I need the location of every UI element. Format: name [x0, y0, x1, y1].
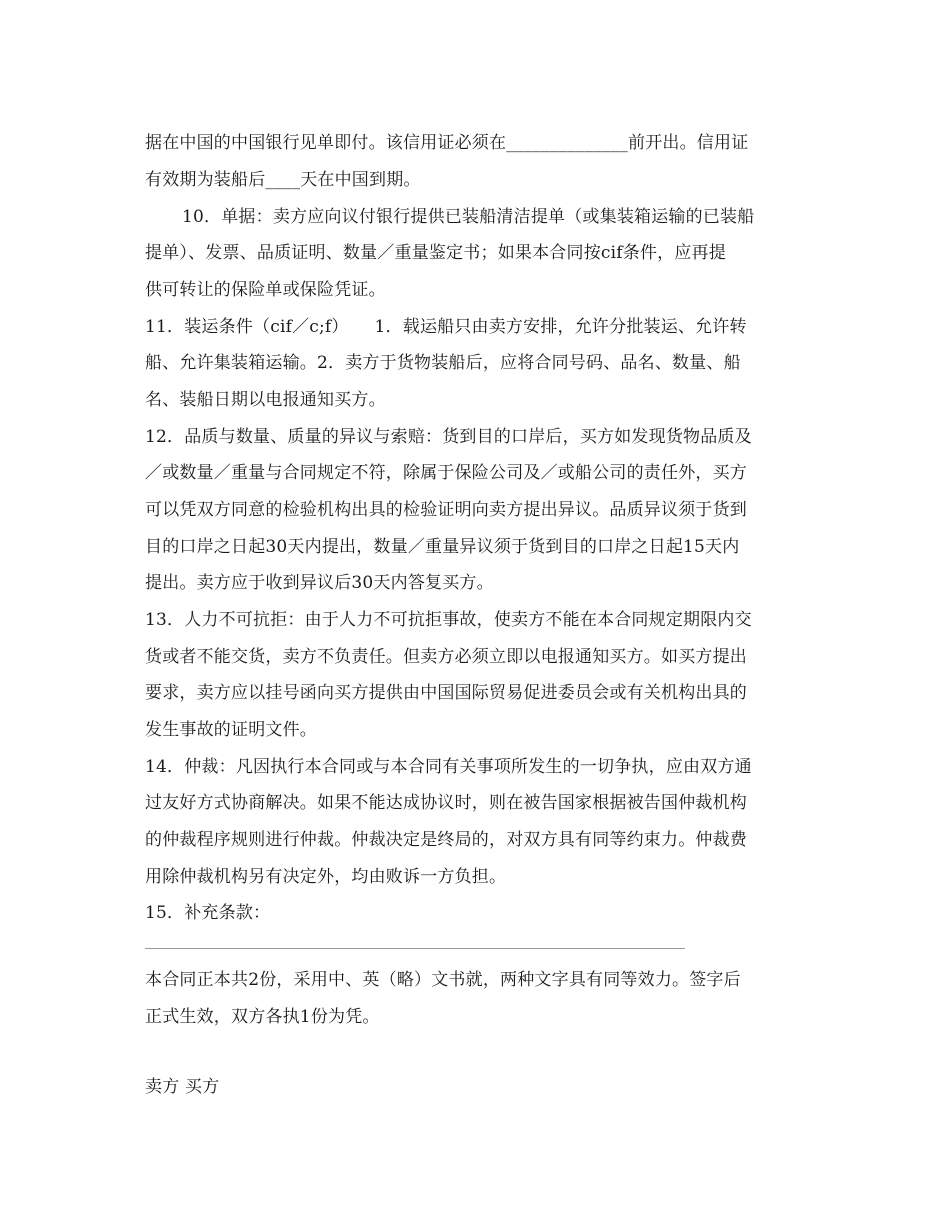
- text-line-24: 正式生效，双方各执1份为凭。: [145, 1007, 380, 1027]
- signature-parties-line: 卖方 买方: [145, 1077, 220, 1097]
- clause-15-heading-line: 15．补充条款：: [145, 903, 271, 923]
- clause-12-heading-line: 12．品质与数量、质量的异议与索赔：货到目的口岸后，买方如发现货物品质及: [145, 427, 752, 447]
- text-line-21: 用除仲裁机构另有决定外，均由败诉一方负担。: [145, 867, 507, 887]
- text-line-10: ／或数量／重量与合同规定不符，除属于保险公司及／或船公司的责任外，买方: [145, 463, 747, 483]
- text-line-20: 的仲裁程序规则进行仲裁。仲裁决定是终局的，对双方具有同等约束力。仲裁费: [145, 830, 747, 850]
- text-line-19: 过友好方式协商解决。如果不能达成协议时，则在被告国家根据被告国仲裁机构: [145, 793, 747, 813]
- text-line-4: 提单）、发票、品质证明、数量／重量鉴定书；如果本合同按cif条件，应再提: [145, 243, 726, 263]
- text-line-1: 据在中国的中国银行见单即付。该信用证必须在______________前开出。信用证: [145, 133, 749, 153]
- supplementary-clause-fill-line: [145, 948, 685, 949]
- text-line-7: 船、允许集装箱运输。2．卖方于货物装船后，应将合同号码、品名、数量、船: [145, 353, 741, 373]
- text-line-13: 提出。卖方应于收到异议后30天内答复买方。: [145, 573, 494, 593]
- text-line-2: 有效期为装船后____天在中国到期。: [145, 170, 421, 190]
- text-line-12: 目的口岸之日起30天内提出，数量／重量异议须于货到目的口岸之日起15天内: [145, 537, 740, 557]
- text-line-8: 名、装船日期以电报通知买方。: [145, 390, 386, 410]
- text-line-11: 可以凭双方同意的检验机构出具的检验证明向卖方提出异议。品质异议须于货到: [145, 500, 747, 520]
- text-line-16: 要求，卖方应以挂号函向买方提供由中国国际贸易促进委员会或有关机构出具的: [145, 683, 747, 703]
- clause-14-heading-line: 14．仲裁：凡因执行本合同或与本合同有关事项所发生的一切争执，应由双方通: [145, 757, 752, 777]
- text-line-5: 供可转让的保险单或保险凭证。: [145, 280, 386, 300]
- text-line-23: 本合同正本共2份，采用中、英（略）文书就，两种文字具有同等效力。签字后: [145, 970, 741, 990]
- clause-11-heading-line: 11．装运条件（cif／c;f） 1．载运船只由卖方安排，允许分批装运、允许转: [145, 317, 747, 337]
- clause-10-heading-line: 10．单据：卖方应向议付银行提供已装船清洁提单（或集装箱运输的已装船: [182, 207, 755, 227]
- clause-13-heading-line: 13．人力不可抗拒：由于人力不可抗拒事故，使卖方不能在本合同规定期限内交: [145, 610, 752, 630]
- text-line-17: 发生事故的证明文件。: [145, 720, 317, 740]
- text-line-15: 货或者不能交货，卖方不负责任。但卖方必须立即以电报通知买方。如买方提出: [145, 647, 747, 667]
